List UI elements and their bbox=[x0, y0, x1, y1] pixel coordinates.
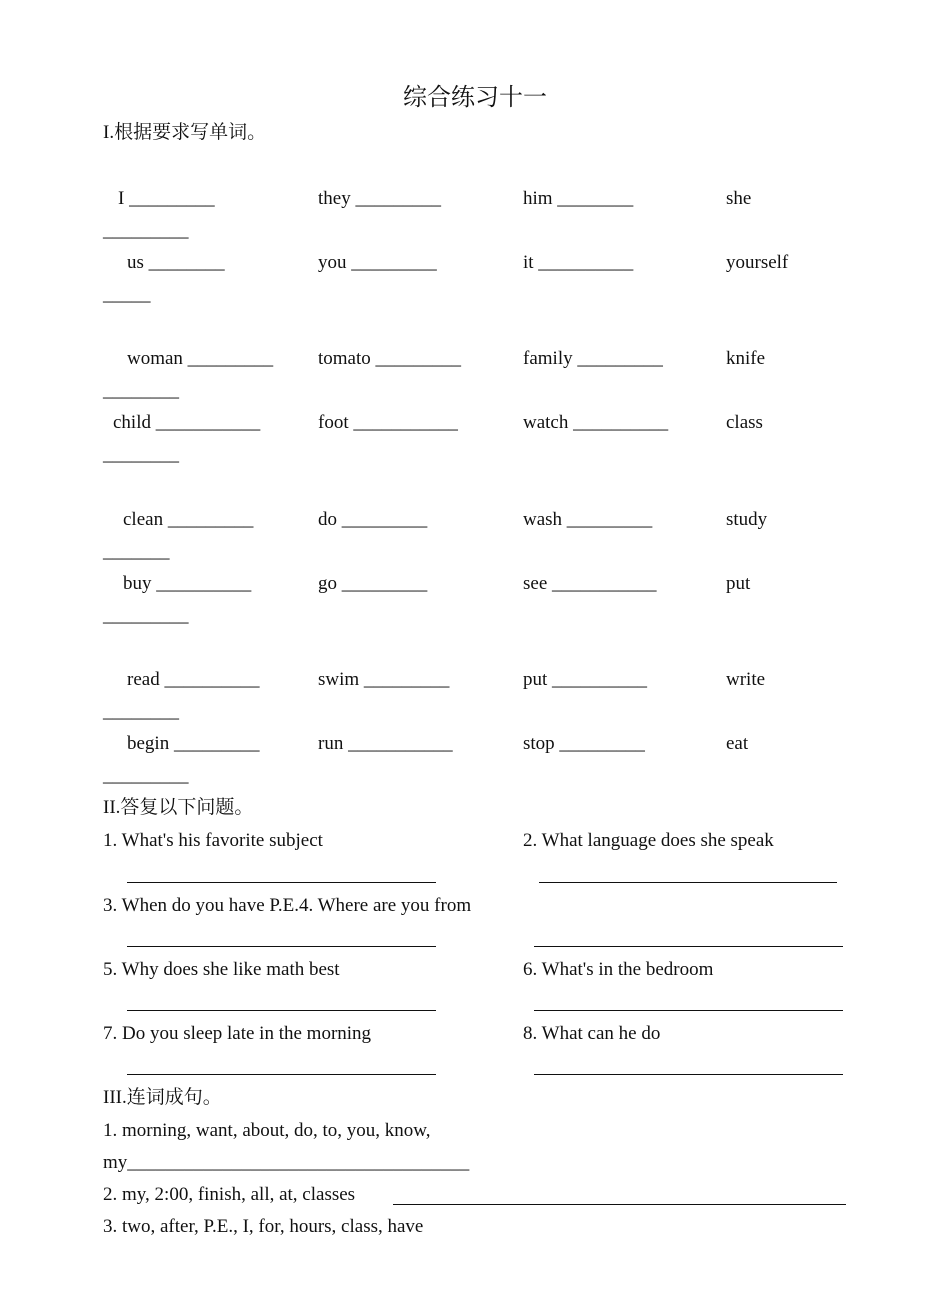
word-item: you _________ bbox=[318, 252, 437, 273]
word-item: watch __________ bbox=[523, 412, 669, 433]
word-item: write bbox=[726, 669, 766, 690]
word-item: run ___________ bbox=[318, 733, 453, 754]
word-item: knife bbox=[726, 348, 766, 369]
word-item: do _________ bbox=[318, 509, 428, 530]
word-item: clean _________ bbox=[123, 509, 254, 530]
word-item: foot ___________ bbox=[318, 412, 458, 433]
word-item: she bbox=[726, 188, 752, 209]
word-blank: _____ bbox=[103, 284, 151, 305]
word-item: child ___________ bbox=[113, 412, 261, 433]
word-item: buy __________ bbox=[123, 573, 252, 594]
word-item: tomato _________ bbox=[318, 348, 462, 369]
reorder-question-3: 3. two, after, P.E., I, for, hours, class, have bbox=[103, 1216, 424, 1237]
word-item: wash _________ bbox=[523, 509, 653, 530]
section-3-heading: III.连词成句。 bbox=[103, 1087, 222, 1108]
word-item: read __________ bbox=[127, 669, 260, 690]
reorder-question-2: 2. my, 2:00, finish, all, at, classes bbox=[103, 1184, 356, 1205]
answer-line bbox=[127, 992, 436, 1011]
word-blank: ________ bbox=[103, 701, 179, 722]
word-item: they _________ bbox=[318, 188, 441, 209]
question-8: 8. What can he do bbox=[523, 1023, 661, 1044]
question-6: 6. What's in the bedroom bbox=[523, 959, 714, 980]
word-item: put __________ bbox=[523, 669, 648, 690]
word-item: I _________ bbox=[118, 188, 215, 209]
word-item: us ________ bbox=[127, 252, 225, 273]
word-blank: _________ bbox=[103, 765, 189, 786]
word-item: put bbox=[726, 573, 751, 594]
word-blank: ________ bbox=[103, 444, 179, 465]
page-title: 综合练习十一 bbox=[403, 85, 547, 111]
answer-line bbox=[127, 1056, 436, 1075]
question-1: 1. What's his favorite subject bbox=[103, 830, 323, 851]
answer-line bbox=[534, 1056, 843, 1075]
answer-line bbox=[534, 992, 843, 1011]
answer-line bbox=[393, 1186, 846, 1205]
word-item: it __________ bbox=[523, 252, 634, 273]
word-item: him ________ bbox=[523, 188, 634, 209]
word-blank: _________ bbox=[103, 220, 189, 241]
section-1-heading: I.根据要求写单词。 bbox=[103, 122, 267, 143]
word-item: stop _________ bbox=[523, 733, 645, 754]
word-item: woman _________ bbox=[127, 348, 274, 369]
word-item: see ___________ bbox=[523, 573, 657, 594]
question-5: 5. Why does she like math best bbox=[103, 959, 340, 980]
reorder-question-1: 1. morning, want, about, do, to, you, know, bbox=[103, 1120, 431, 1141]
reorder-answer-1: my____________________________________ bbox=[103, 1152, 470, 1173]
word-item: eat bbox=[726, 733, 749, 754]
word-item: swim _________ bbox=[318, 669, 450, 690]
question-2: 2. What language does she speak bbox=[523, 830, 774, 851]
question-7: 7. Do you sleep late in the morning bbox=[103, 1023, 372, 1044]
word-item: class bbox=[726, 412, 763, 433]
word-blank: ________ bbox=[103, 380, 179, 401]
answer-line bbox=[127, 864, 436, 883]
section-2-heading: II.答复以下问题。 bbox=[103, 797, 254, 818]
word-blank: _________ bbox=[103, 605, 189, 626]
word-item: study bbox=[726, 509, 768, 530]
answer-line bbox=[539, 864, 837, 883]
word-item: yourself bbox=[726, 252, 789, 273]
answer-line bbox=[534, 928, 843, 947]
word-item: family _________ bbox=[523, 348, 663, 369]
word-item: begin _________ bbox=[127, 733, 260, 754]
word-item: go _________ bbox=[318, 573, 428, 594]
question-3-4: 3. When do you have P.E.4. Where are you from bbox=[103, 895, 472, 916]
word-blank: _______ bbox=[103, 541, 170, 562]
answer-line bbox=[127, 928, 436, 947]
